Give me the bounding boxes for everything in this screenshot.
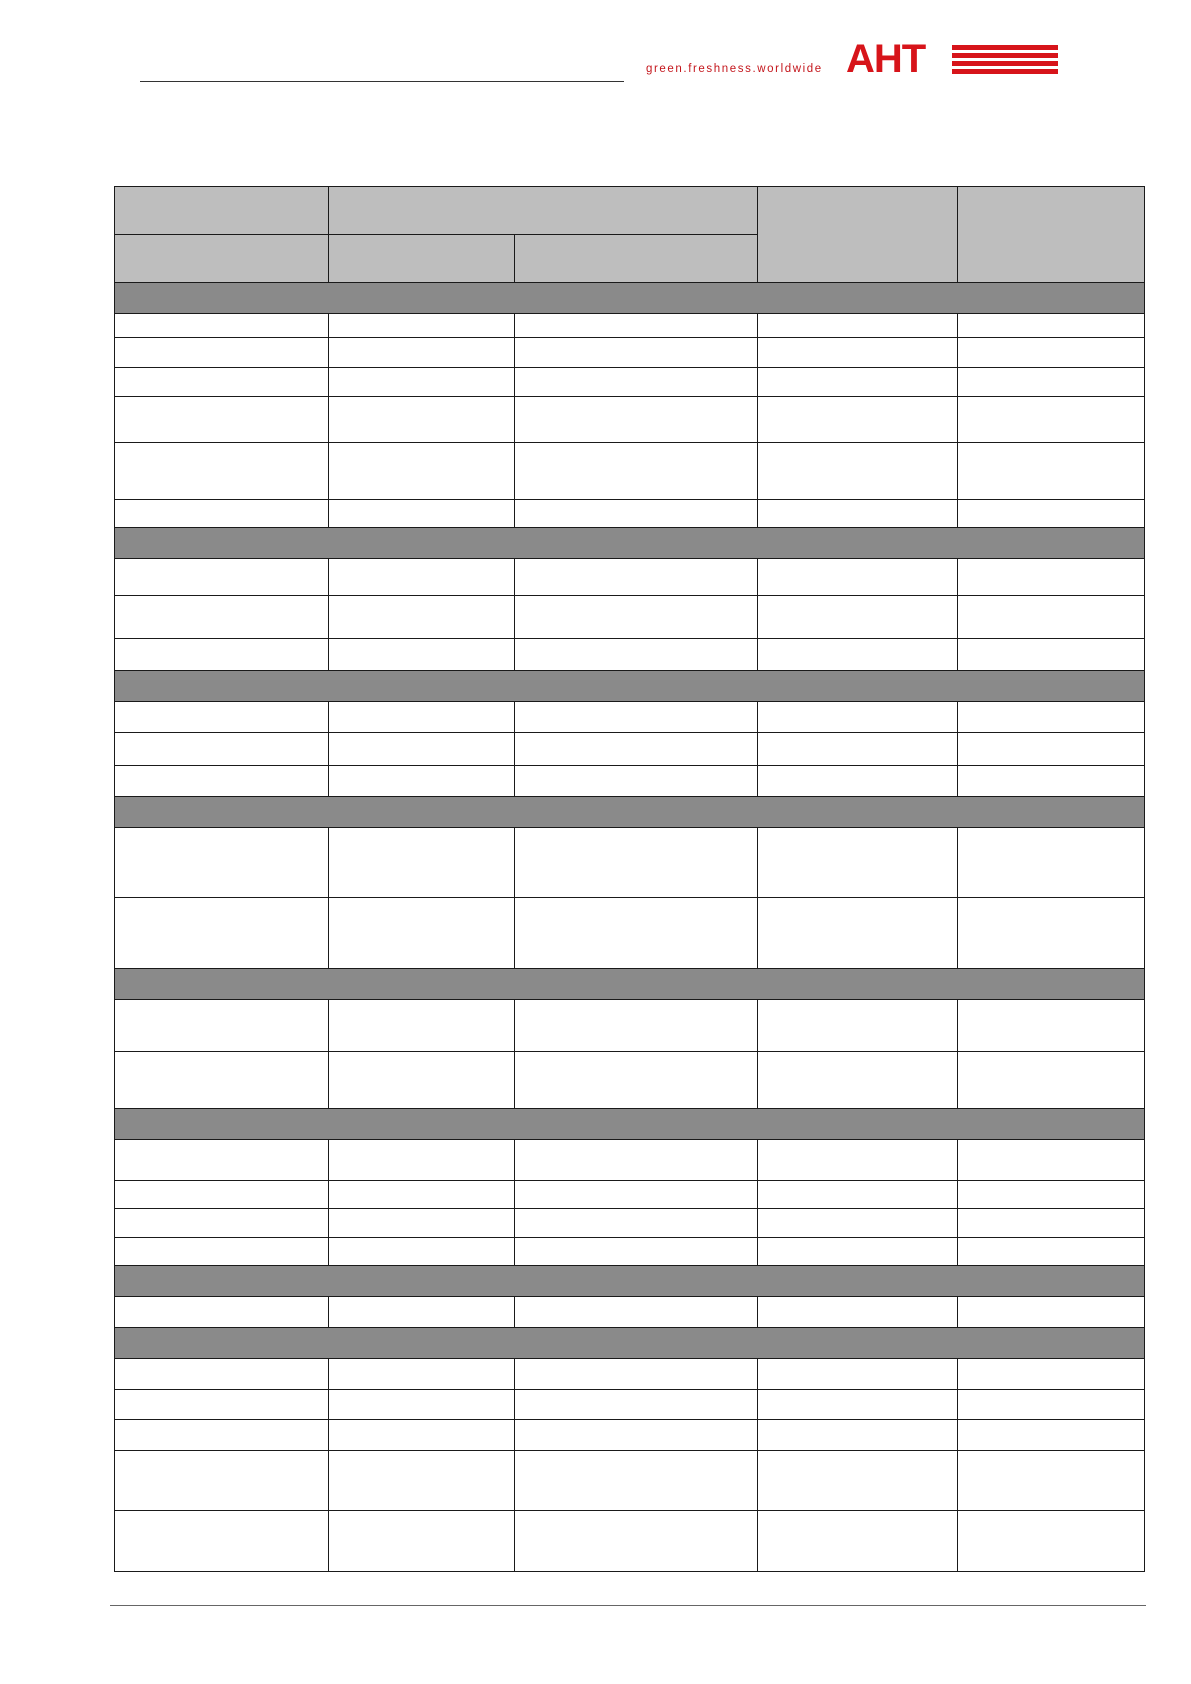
section-cell	[115, 671, 1145, 702]
table-header-row	[115, 187, 1145, 235]
section-cell	[115, 1266, 1145, 1297]
table-row	[115, 338, 1145, 368]
logo-wordmark: AHT	[846, 37, 926, 81]
table-row	[115, 702, 1145, 733]
table-row	[115, 733, 1145, 766]
table-row	[115, 1359, 1145, 1390]
table-row	[115, 397, 1145, 443]
company-tagline: green.freshness.worldwide	[646, 63, 823, 75]
logo-stripes-icon	[952, 45, 1058, 73]
header-rule	[140, 81, 624, 82]
table-row	[115, 1238, 1145, 1266]
table-row	[115, 1209, 1145, 1238]
section-cell	[115, 969, 1145, 1000]
section-row	[115, 1328, 1145, 1359]
table-row	[115, 1140, 1145, 1181]
table-row	[115, 559, 1145, 596]
section-row	[115, 1266, 1145, 1297]
header-cell	[515, 235, 758, 283]
footer-rule	[110, 1605, 1146, 1606]
header-cell	[758, 187, 958, 283]
table-row	[115, 1297, 1145, 1328]
table-row	[115, 1390, 1145, 1420]
header-cell	[115, 235, 329, 283]
table-row	[115, 639, 1145, 671]
table-row	[115, 828, 1145, 898]
table-row	[115, 500, 1145, 528]
table-row	[115, 1511, 1145, 1572]
header-cell	[329, 235, 515, 283]
table-row	[115, 1181, 1145, 1209]
header-cell	[329, 187, 758, 235]
section-cell	[115, 1328, 1145, 1359]
section-row	[115, 671, 1145, 702]
section-row	[115, 969, 1145, 1000]
section-cell	[115, 797, 1145, 828]
aht-logo	[846, 37, 1058, 81]
table-row	[115, 1052, 1145, 1109]
section-cell	[115, 283, 1145, 314]
header-cell	[958, 187, 1145, 283]
table-row	[115, 314, 1145, 338]
section-row	[115, 1109, 1145, 1140]
section-cell	[115, 1109, 1145, 1140]
table-row	[115, 1420, 1145, 1451]
table-row	[115, 596, 1145, 639]
table-row	[115, 443, 1145, 500]
section-row	[115, 283, 1145, 314]
table-row	[115, 368, 1145, 397]
table-row	[115, 1451, 1145, 1511]
data-table	[114, 186, 1145, 1572]
table-row	[115, 898, 1145, 969]
section-row	[115, 797, 1145, 828]
header-cell	[115, 187, 329, 235]
table-row	[115, 766, 1145, 797]
table-row	[115, 1000, 1145, 1052]
section-cell	[115, 528, 1145, 559]
section-row	[115, 528, 1145, 559]
